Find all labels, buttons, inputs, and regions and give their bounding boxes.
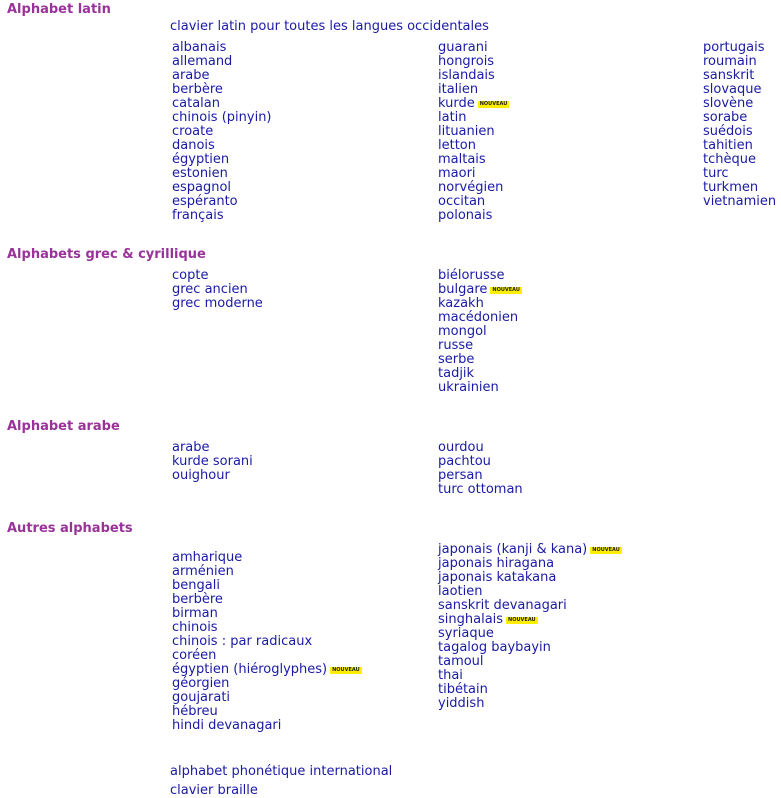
lang-link[interactable]: macédonien xyxy=(438,310,519,325)
lang-link[interactable]: géorgien xyxy=(172,676,230,691)
lang-link[interactable]: croate xyxy=(172,124,214,139)
lang-link[interactable]: grec ancien xyxy=(172,282,248,297)
list-item[interactable] xyxy=(438,55,509,69)
lang-link[interactable]: kazakh xyxy=(438,296,484,311)
list-item[interactable] xyxy=(438,209,509,223)
list-item[interactable] xyxy=(438,557,622,571)
lang-link[interactable]: tahitien xyxy=(703,138,753,153)
section-title-other: Autres alphabets xyxy=(7,521,133,536)
lang-link[interactable]: vietnamien xyxy=(703,194,777,209)
lang-link[interactable]: singhalais xyxy=(438,612,504,627)
lang-link[interactable]: kurde sorani xyxy=(172,454,253,469)
lang-link[interactable]: grec moderne xyxy=(172,296,263,311)
list-item[interactable] xyxy=(438,69,509,83)
section-title-greek-cyrillic: Alphabets grec & cyrillique xyxy=(7,247,206,262)
lang-link[interactable]: japonais (kanji & kana) xyxy=(438,542,588,557)
lang-link[interactable]: espéranto xyxy=(172,194,238,209)
list-item[interactable] xyxy=(172,621,362,635)
list-item[interactable] xyxy=(703,181,776,195)
lang-link[interactable]: tchèque xyxy=(703,152,756,167)
list-item[interactable] xyxy=(172,195,272,209)
lang-link[interactable]: sorabe xyxy=(703,110,748,125)
list-item[interactable] xyxy=(703,139,776,153)
lang-link[interactable]: turc xyxy=(703,166,729,181)
list-item[interactable] xyxy=(438,139,509,153)
list-item[interactable] xyxy=(172,153,272,167)
lang-link[interactable]: arabe xyxy=(172,68,210,83)
lang-link[interactable]: maltais xyxy=(438,152,486,167)
lang-link[interactable]: catalan xyxy=(172,96,220,111)
list-item[interactable] xyxy=(438,469,523,483)
list-item[interactable] xyxy=(438,195,509,209)
list-item[interactable] xyxy=(172,167,272,181)
new-badge: NOUVEAU xyxy=(332,667,360,673)
section-title-arabic: Alphabet arabe xyxy=(7,419,120,434)
list-item[interactable] xyxy=(438,455,523,469)
lang-link[interactable]: hongrois xyxy=(438,54,495,69)
lang-link[interactable]: norvégien xyxy=(438,180,504,195)
list-item[interactable] xyxy=(438,571,622,585)
list-item[interactable] xyxy=(703,167,776,181)
list-item[interactable] xyxy=(703,153,776,167)
list-item[interactable] xyxy=(172,97,272,111)
lang-link[interactable]: persan xyxy=(438,468,483,483)
section-title-latin: Alphabet latin xyxy=(7,2,111,17)
list-item[interactable] xyxy=(438,483,523,497)
list-item[interactable] xyxy=(438,125,509,139)
list-item[interactable] xyxy=(172,579,362,593)
list-item[interactable] xyxy=(438,697,622,711)
list-item[interactable] xyxy=(172,283,263,297)
lang-link[interactable]: goujarati xyxy=(172,690,231,705)
list-item[interactable] xyxy=(172,565,362,579)
list-item[interactable] xyxy=(172,691,362,705)
lang-link[interactable]: allemand xyxy=(172,54,233,69)
list-item[interactable] xyxy=(172,677,362,691)
list-item[interactable] xyxy=(172,297,263,311)
list-item[interactable] xyxy=(172,441,253,455)
list-item[interactable] xyxy=(172,111,272,125)
greek-col-2 xyxy=(438,269,522,395)
lang-link[interactable]: biélorusse xyxy=(438,268,505,283)
list-item[interactable] xyxy=(172,125,272,139)
list-item[interactable] xyxy=(438,367,522,381)
lang-link[interactable]: hébreu xyxy=(172,704,218,719)
list-item[interactable] xyxy=(172,139,272,153)
lang-link[interactable]: tibétain xyxy=(438,682,488,697)
list-item[interactable] xyxy=(438,669,622,683)
lang-link[interactable]: amharique xyxy=(172,550,243,565)
other-col-1 xyxy=(172,551,362,733)
lang-link[interactable]: roumain xyxy=(703,54,757,69)
lang-link[interactable]: hindi devanagari xyxy=(172,718,282,733)
lang-link[interactable]: russe xyxy=(438,338,474,353)
ipa-keyboard-link[interactable]: alphabet phonétique international xyxy=(170,764,393,779)
list-item[interactable] xyxy=(172,181,272,195)
lang-link[interactable]: maori xyxy=(438,166,476,181)
list-item[interactable] xyxy=(172,41,272,55)
lang-link[interactable]: japonais katakana xyxy=(438,570,557,585)
lang-link[interactable]: copte xyxy=(172,268,209,283)
lang-link[interactable]: sanskrit devanagari xyxy=(438,598,567,613)
list-item[interactable] xyxy=(438,153,509,167)
lang-link[interactable]: letton xyxy=(438,138,476,153)
lang-link[interactable]: syriaque xyxy=(438,626,494,641)
lang-link[interactable]: tamoul xyxy=(438,654,484,669)
list-item[interactable] xyxy=(172,83,272,97)
lang-link[interactable]: arménien xyxy=(172,564,234,579)
lang-link[interactable]: yiddish xyxy=(438,696,485,711)
lang-link[interactable]: suédois xyxy=(703,124,753,139)
list-item[interactable] xyxy=(438,97,509,111)
list-item[interactable] xyxy=(438,683,622,697)
lang-link[interactable]: ukrainien xyxy=(438,380,499,395)
list-item[interactable] xyxy=(438,181,509,195)
lang-link[interactable]: islandais xyxy=(438,68,495,83)
list-item[interactable] xyxy=(438,599,622,613)
list-item[interactable] xyxy=(438,627,622,641)
lang-link[interactable]: sanskrit xyxy=(703,68,755,83)
lang-link[interactable]: albanais xyxy=(172,40,227,55)
list-item[interactable] xyxy=(172,455,253,469)
other-col-2 xyxy=(438,543,622,711)
list-item[interactable] xyxy=(703,195,776,209)
braille-keyboard-link[interactable]: clavier braille xyxy=(170,783,258,798)
list-item[interactable] xyxy=(172,635,362,649)
lang-link[interactable]: guarani xyxy=(438,40,488,55)
list-item[interactable] xyxy=(438,339,522,353)
list-item[interactable] xyxy=(438,311,522,325)
new-badge: NOUVEAU xyxy=(492,287,520,293)
greek-col-1 xyxy=(172,269,263,311)
lang-link[interactable]: arabe xyxy=(172,440,210,455)
lang-link[interactable]: portugais xyxy=(703,40,765,55)
lang-link[interactable]: berbère xyxy=(172,82,223,97)
arabic-col-2 xyxy=(438,441,523,497)
lang-link[interactable]: polonais xyxy=(438,208,493,223)
lang-link[interactable]: danois xyxy=(172,138,215,153)
lang-link[interactable]: ourdou xyxy=(438,440,484,455)
lang-link[interactable]: turc ottoman xyxy=(438,482,523,497)
new-badge: NOUVEAU xyxy=(508,617,536,623)
lang-link[interactable]: égyptien xyxy=(172,152,230,167)
lang-link[interactable]: bulgare xyxy=(438,282,488,297)
list-item[interactable] xyxy=(172,593,362,607)
list-item[interactable] xyxy=(438,641,622,655)
latin-keyboard-link[interactable]: clavier latin pour toutes les langues occidentales xyxy=(170,19,489,34)
lang-link[interactable]: mongol xyxy=(438,324,487,339)
latin-col-3 xyxy=(703,41,776,209)
lang-link[interactable]: français xyxy=(172,208,224,223)
list-item[interactable] xyxy=(703,97,776,111)
list-item[interactable] xyxy=(438,353,522,367)
lang-link[interactable]: serbe xyxy=(438,352,475,367)
lang-link[interactable]: italien xyxy=(438,82,479,97)
lang-link[interactable]: ouighour xyxy=(172,468,230,483)
list-item[interactable] xyxy=(438,441,523,455)
list-item[interactable] xyxy=(438,167,509,181)
list-item[interactable] xyxy=(703,69,776,83)
list-item[interactable] xyxy=(438,41,509,55)
list-item[interactable] xyxy=(172,663,362,677)
lang-link[interactable]: lituanien xyxy=(438,124,495,139)
lang-link[interactable]: espagnol xyxy=(172,180,232,195)
list-item[interactable] xyxy=(438,543,622,557)
new-badge: NOUVEAU xyxy=(479,101,508,107)
list-item[interactable] xyxy=(703,55,776,69)
list-item[interactable] xyxy=(172,649,362,663)
list-item[interactable] xyxy=(172,719,362,733)
lang-link[interactable]: chinois : par radicaux xyxy=(172,634,313,649)
list-item[interactable] xyxy=(438,111,509,125)
list-item[interactable] xyxy=(172,69,272,83)
list-item[interactable] xyxy=(438,381,522,395)
list-item[interactable] xyxy=(438,83,509,97)
lang-link[interactable]: coréen xyxy=(172,648,217,663)
lang-link[interactable]: chinois xyxy=(172,620,218,635)
arabic-col-1 xyxy=(172,441,253,483)
list-item[interactable] xyxy=(172,705,362,719)
list-item[interactable] xyxy=(703,41,776,55)
lang-link[interactable]: chinois (pinyin) xyxy=(172,110,272,125)
list-item[interactable] xyxy=(172,607,362,621)
lang-link[interactable]: occitan xyxy=(438,194,486,209)
list-item[interactable] xyxy=(172,551,362,565)
list-item[interactable] xyxy=(438,297,522,311)
lang-link[interactable]: estonien xyxy=(172,166,228,181)
list-item[interactable] xyxy=(703,111,776,125)
list-item[interactable] xyxy=(703,83,776,97)
lang-link[interactable]: berbère xyxy=(172,592,223,607)
list-item[interactable] xyxy=(438,283,522,297)
lang-link[interactable]: kurde xyxy=(438,96,475,111)
lang-link[interactable]: bengali xyxy=(172,578,220,593)
lang-link[interactable]: thai xyxy=(438,668,463,683)
lang-link[interactable]: slovaque xyxy=(703,82,762,97)
lang-link[interactable]: tadjik xyxy=(438,366,475,381)
list-item[interactable] xyxy=(438,655,622,669)
list-item[interactable] xyxy=(172,269,263,283)
lang-link[interactable]: latin xyxy=(438,110,467,125)
lang-link[interactable]: tagalog baybayin xyxy=(438,640,551,655)
list-item[interactable] xyxy=(172,55,272,69)
list-item[interactable] xyxy=(438,325,522,339)
list-item[interactable] xyxy=(438,585,622,599)
lang-link[interactable]: birman xyxy=(172,606,218,621)
list-item[interactable] xyxy=(172,469,253,483)
lang-link[interactable]: laotien xyxy=(438,584,483,599)
latin-col-2 xyxy=(438,41,509,223)
lang-link[interactable]: turkmen xyxy=(703,180,759,195)
list-item[interactable] xyxy=(438,613,622,627)
list-item[interactable] xyxy=(703,125,776,139)
new-badge: NOUVEAU xyxy=(592,547,620,553)
lang-link[interactable]: égyptien (hiéroglyphes) xyxy=(172,662,328,677)
lang-link[interactable]: slovène xyxy=(703,96,754,111)
list-item[interactable] xyxy=(438,269,522,283)
list-item[interactable] xyxy=(172,209,272,223)
latin-col-1 xyxy=(172,41,272,223)
lang-link[interactable]: pachtou xyxy=(438,454,491,469)
lang-link[interactable]: japonais hiragana xyxy=(438,556,555,571)
